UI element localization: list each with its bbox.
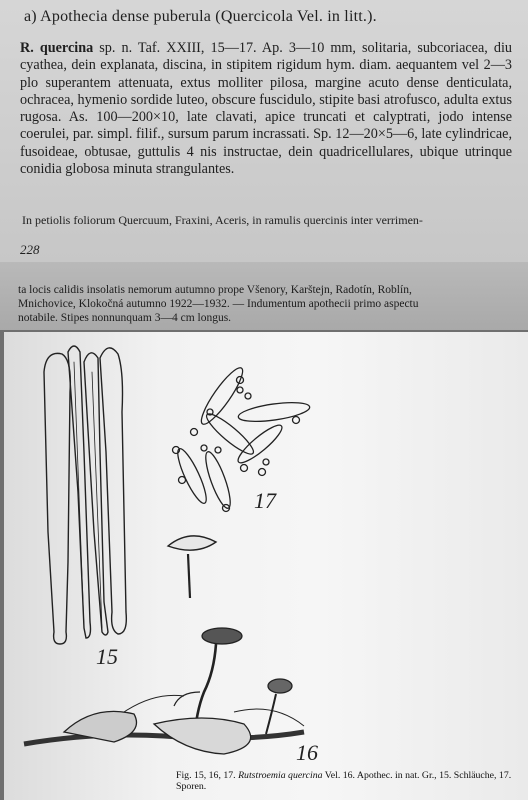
page-number: 228	[20, 242, 40, 257]
continued-line-2: Mnichovice, Klokočná autumno 1922—1932. — Indumentum apothecii primo aspectu	[18, 298, 419, 310]
figure-drawing	[4, 332, 528, 800]
spores-drawing	[173, 364, 311, 512]
caption-species: Rutstroemia quercina	[238, 770, 323, 781]
continued-text-block	[0, 262, 528, 330]
habitat-text: In petiolis foliorum Quercuum, Fraxini, Aceris, in ramulis quercinis inter verrimen-	[22, 213, 423, 227]
species-name: R. quercina	[20, 40, 94, 56]
text-block	[0, 0, 528, 262]
figure-plate	[4, 332, 528, 800]
caption-prefix: Fig. 15, 16, 17.	[176, 770, 236, 781]
continued-line-3: notabile. Stipes nonnunquam 3—4 cm longus.	[18, 312, 232, 324]
description-text: sp. n. Taf. XXIII, 15—17. Ap. 3—10 mm, solitaria, subcoriacea, diu cyathea, dein explanata, discina, in stipitem rigidum hym. diam. aequantem vel 2—3 plo superantem attenuata, extus molliter pilosa, margine acuto dense denticulata, ochracea, hymenio sordide luteo, obscure fuscidulo, stipite basi atrofusco, adulta extus rugosa. As. 100—200×10, late clavati, apice truncati et calyptrati, jodo intense coerulei, par. simpl. filif., sursum parum incrassati. Sp. 12—20×5—6, late cylindricae, fusoideae, obtusae, guttulis 4 nis instructae, dein quadricellulares, ubique utrinque conidia globosa minuta strangulantes.	[20, 40, 513, 178]
figure-label-17: 17	[254, 488, 276, 513]
figure-label-16: 16	[296, 740, 318, 765]
figure-caption	[176, 770, 528, 792]
figure-label-15: 15	[96, 644, 118, 669]
species-description	[20, 40, 512, 178]
section-heading: a) Apothecia dense puberula (Quercicola Vel. in litt.).	[24, 8, 377, 25]
continued-line-1: ta locis calidis insolatis nemorum autumno prope Všenory, Karštejn, Radotín, Roblín,	[18, 284, 412, 296]
caption-rest: Vel. 16. Apothec. in nat. Gr., 15. Schläuche, 17. Sporen.	[176, 770, 512, 792]
apothecia-habit-drawing	[24, 628, 304, 754]
asci-drawing	[44, 346, 126, 644]
apothecium-small-drawing	[168, 536, 216, 598]
